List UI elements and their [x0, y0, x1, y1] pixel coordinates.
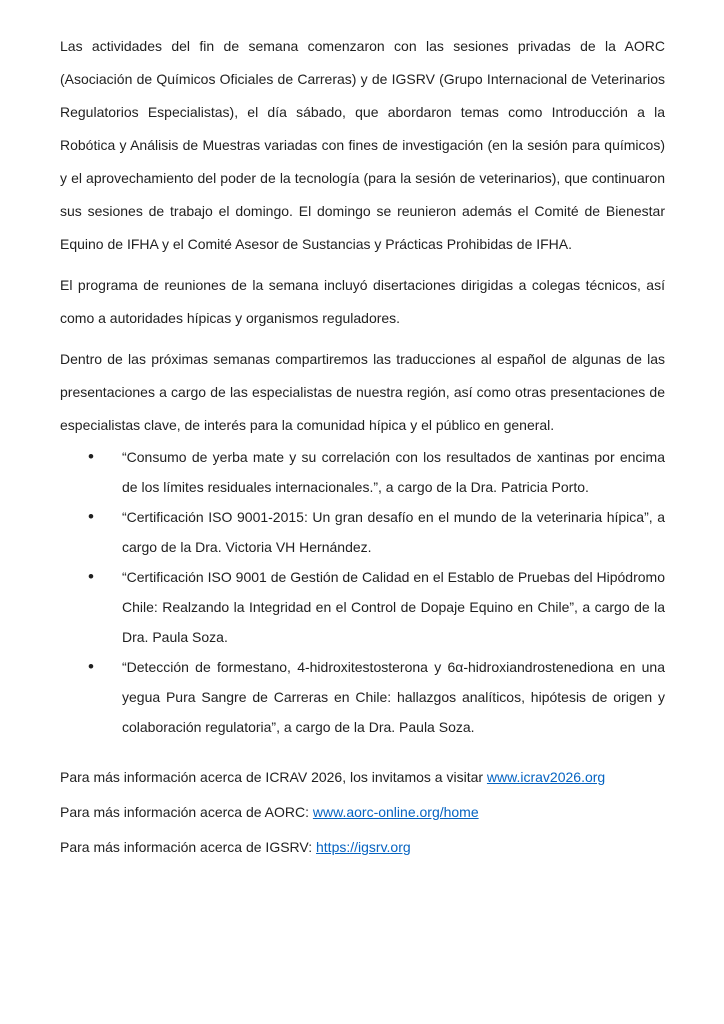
link-aorc-online[interactable]: www.aorc-online.org/home	[312, 804, 479, 820]
paragraph-meeting-program: El programa de reuniones de la semana incluyó disertaciones dirigidas a colegas técnicos, así como a autoridades hípicas y organismos reguladores.	[60, 277, 665, 326]
link-icrav2026[interactable]: www.icrav2026.org	[486, 769, 606, 785]
bullet-icon: •	[88, 507, 94, 526]
info-line-igsrv	[60, 830, 665, 865]
list-item-formestano	[88, 652, 665, 742]
list-item-yerba-mate	[88, 442, 665, 502]
list-item-iso-9001-hipodromo	[88, 562, 665, 652]
link-igsrv[interactable]: https://igsrv.org	[316, 839, 411, 855]
bullet-icon: •	[88, 657, 94, 676]
info-line-prefix: Para más información acerca de ICRAV 2026, los invitamos a visitar	[60, 769, 487, 785]
bullet-icon: •	[88, 567, 94, 586]
info-line-prefix: Para más información acerca de AORC:	[60, 804, 313, 820]
list-item-text: “Consumo de yerba mate y su correlación con los resultados de xantinas por encima de los límites residuales internacionales.”, a cargo de la Dra. Patricia Porto.	[122, 449, 665, 495]
paragraph-weekend-activities: Las actividades del fin de semana comenzaron con las sesiones privadas de la AORC (Asociación de Químicos Oficiales de Carreras) y de IGSRV (Grupo Internacional de Veterinarios Regulatorios Especialistas), el día sábado, que abordaron temas como Introducción a la Robótica y Análisis de Muestras variadas con fines de investigación (en la sesión para químicos) y el aprovechamiento del poder de la tecnología (para la sesión de veterinarios), que continuaron sus sesiones de trabajo el domingo. El domingo se reunieron además el Comité de Bienestar Equino de IFHA y el Comité Asesor de Sustancias y Prácticas Prohibidas de IFHA.	[60, 38, 665, 252]
info-line-icrav	[60, 760, 665, 795]
list-item-text: “Detección de formestano, 4-hidroxitestosterona y 6α-hidroxiandrostenediona en una yegua Pura Sangre de Carreras en Chile: hallazgos analíticos, hipótesis de origen y colaboración regulatoria”, a cargo de la Dra. Paula Soza.	[122, 659, 665, 735]
paragraph-upcoming-translations: Dentro de las próximas semanas compartiremos las traducciones al español de algunas de las presentaciones a cargo de las especialistas de nuestra región, así como otras presentaciones de especialistas clave, de interés para la comunidad hípica y el público en general.	[60, 351, 665, 433]
info-links-section	[60, 760, 665, 865]
list-item-iso-9001-2015	[88, 502, 665, 562]
list-item-text: “Certificación ISO 9001-2015: Un gran desafío en el mundo de la veterinaria hípica”, a cargo de la Dra. Victoria VH Hernández.	[122, 509, 665, 555]
presentation-list	[60, 442, 665, 742]
bullet-icon: •	[88, 447, 94, 466]
list-item-text: “Certificación ISO 9001 de Gestión de Calidad en el Establo de Pruebas del Hipódromo Chile: Realzando la Integridad en el Control de Dopaje Equino en Chile”, a cargo de la Dra. Paula Soza.	[122, 569, 665, 645]
info-line-aorc	[60, 795, 665, 830]
info-line-prefix: Para más información acerca de IGSRV:	[60, 839, 316, 855]
